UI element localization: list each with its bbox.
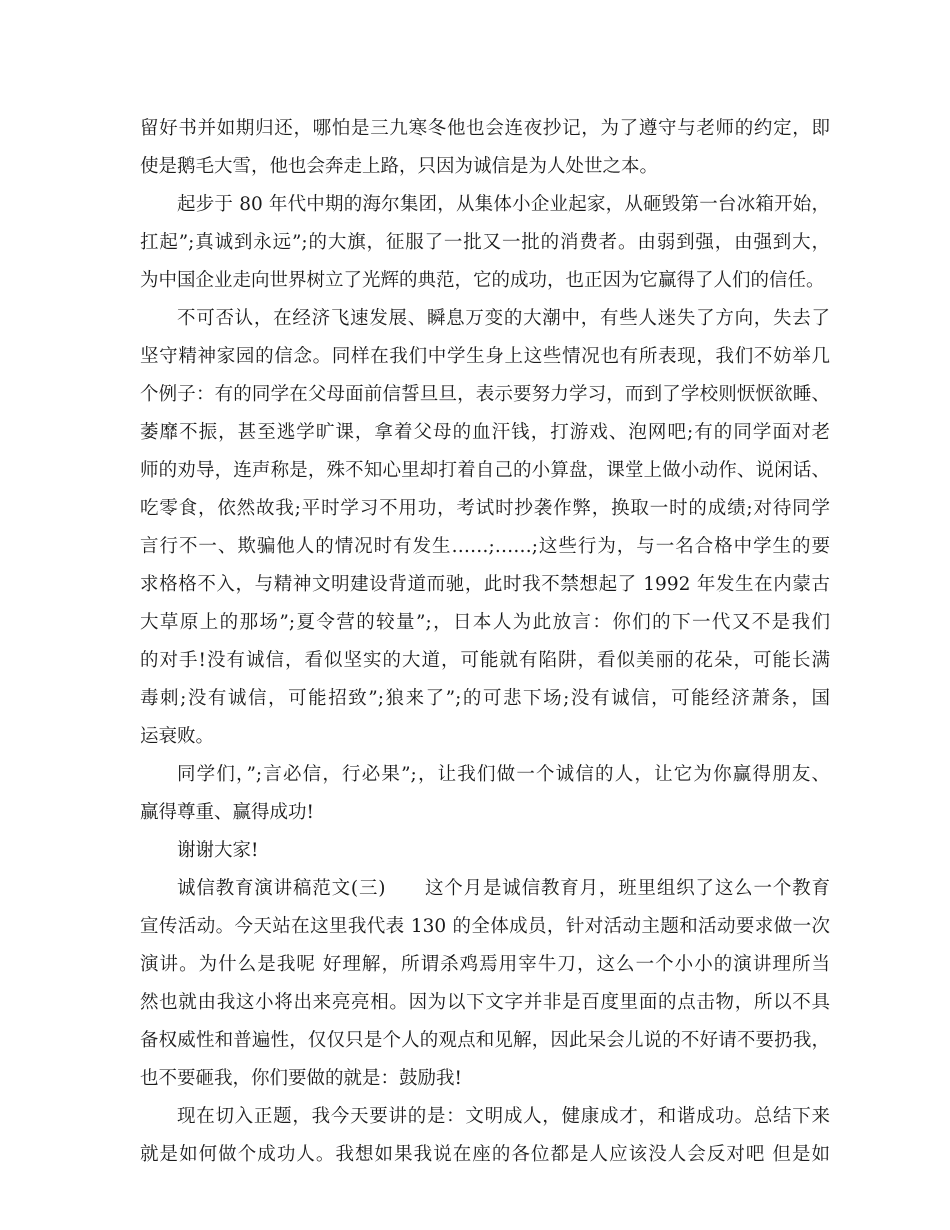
text-line: 坚守精神家园的信念。同样在我们中学生身上这些情况也有所表现，我们不妨举几 <box>140 346 830 367</box>
text-line: 个例子：有的同学在父母面前信誓旦旦，表示要努力学习，而到了学校则恹恹欲睡、 <box>140 384 830 405</box>
text-line: 大草原上的那场”;夏令营的较量”;，日本人为此放言：你们的下一代又不是我们 <box>140 612 830 633</box>
section-heading-line: 诚信教育演讲稿范文(三) 这个月是诚信教育月，班里组织了这么一个教育 <box>177 878 830 899</box>
paragraph-start-line: 不可否认，在经济飞速发展、瞬息万变的大潮中，有些人迷失了方向，失去了 <box>177 308 830 329</box>
text-line: 师的劝导，连声称是，殊不知心里却打着自己的小算盘，课堂上做小动作、说闲话、 <box>140 460 830 481</box>
paragraph-start-line: 起步于 80 年代中期的海尔集团，从集体小企业起家，从砸毁第一台冰箱开始， <box>177 194 830 215</box>
closing-line: 谢谢大家! <box>177 840 259 861</box>
text-line: 毒刺;没有诚信，可能招致”;狼来了”;的可悲下场;没有诚信，可能经济萧条，国 <box>140 688 830 709</box>
text-line: 备权威性和普遍性，仅仅只是个人的观点和见解，因此呆会儿说的不好请不要扔我， <box>140 1030 830 1051</box>
text-line: 言行不一、欺骗他人的情况时有发生……;……;这些行为，与一名合格中学生的要 <box>140 536 830 557</box>
text-line: 扛起”;真诚到永远”;的大旗，征服了一批又一批的消费者。由弱到强，由强到大， <box>140 232 830 253</box>
text-line: 使是鹅毛大雪，他也会奔走上路，只因为诚信是为人处世之本。 <box>140 156 659 177</box>
text-line: 然也就由我这小将出来亮亮相。因为以下文字并非是百度里面的点击物，所以不具 <box>140 992 830 1013</box>
paragraph-start-line: 同学们，”;言必信，行必果”;，让我们做一个诚信的人，让它为你赢得朋友、 <box>177 764 830 785</box>
text-line: 萎靡不振，甚至逃学旷课，拿着父母的血汗钱，打游戏、泡网吧;有的同学面对老 <box>140 422 830 443</box>
paragraph-start-line: 现在切入正题，我今天要讲的是：文明成人，健康成才，和谐成功。总结下来 <box>177 1106 830 1127</box>
text-line: 运衰败。 <box>140 726 215 747</box>
text-line: 赢得尊重、赢得成功! <box>140 802 314 823</box>
text-line: 为中国企业走向世界树立了光辉的典范，它的成功，也正因为它赢得了人们的信任。 <box>140 270 825 291</box>
text-line: 求格格不入，与精神文明建设背道而驰，此时我不禁想起了 1992 年发生在内蒙古 <box>140 574 830 595</box>
text-line: 留好书并如期归还，哪怕是三九寒冬他也会连夜抄记，为了遵守与老师的约定，即 <box>140 118 830 139</box>
text-line: 演讲。为什么是我呢 好理解，所谓杀鸡焉用宰牛刀，这么一个小小的演讲理所当 <box>140 954 830 975</box>
text-line: 也不要砸我，你们要做的就是：鼓励我! <box>140 1068 462 1089</box>
text-line: 的对手!没有诚信，看似坚实的大道，可能就有陷阱，看似美丽的花朵，可能长满 <box>140 650 830 671</box>
text-line: 吃零食，依然故我;平时学习不用功，考试时抄袭作弊，换取一时的成绩;对待同学 <box>140 498 830 519</box>
text-line: 就是如何做个成功人。我想如果我说在座的各位都是人应该没人会反对吧 但是如 <box>140 1144 830 1165</box>
text-line: 宣传活动。今天站在这里我代表 130 的全体成员，针对活动主题和活动要求做一次 <box>140 916 830 937</box>
